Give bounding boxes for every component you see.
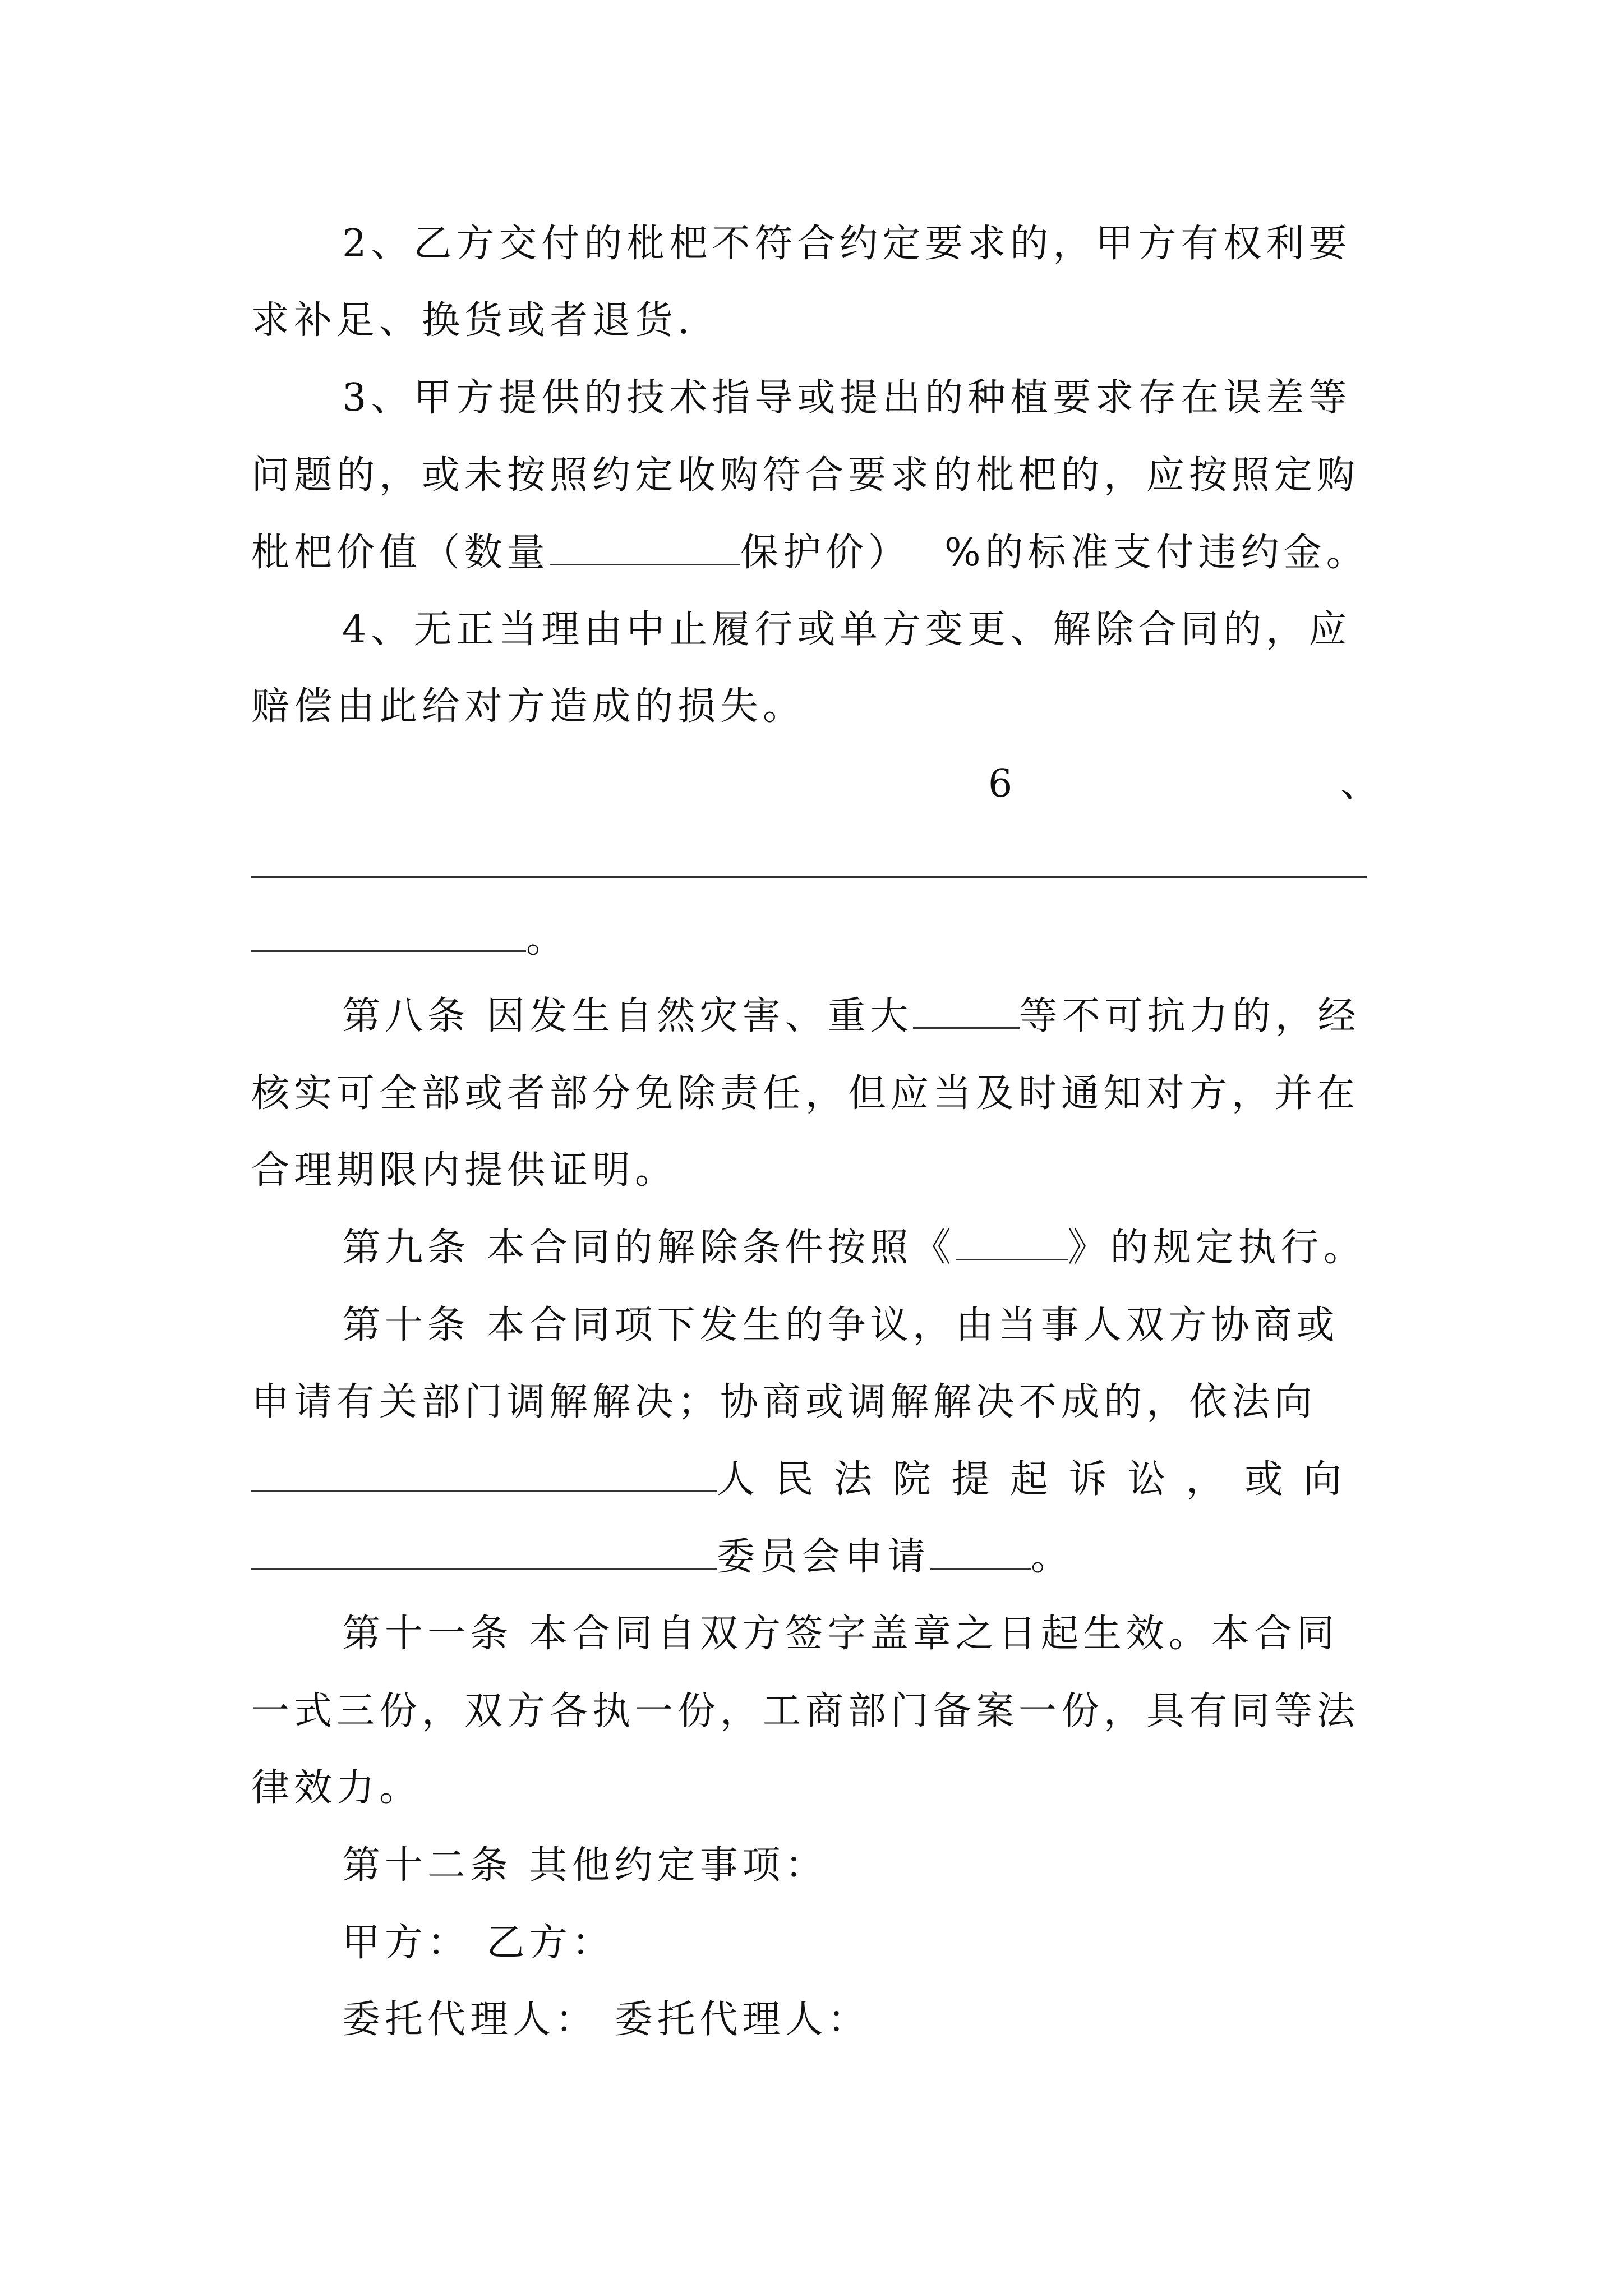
agent-b-label: 委托代理人： — [614, 1998, 870, 2042]
clause-2-line-1: 2、乙方交付的枇杷不符合约定要求的，甲方有权利要 — [342, 222, 1352, 266]
article-8-text-b: 等不可抗力的，经 — [1019, 994, 1361, 1038]
clause-3-text-c: %的标准支付违约金。 — [944, 531, 1369, 575]
article-8-line-1 — [342, 983, 1378, 1050]
arbitration-blank — [251, 1534, 717, 1570]
party-signature-line — [342, 1910, 1378, 1977]
clause-4-line-2: 赔偿由此给对方造成的损失。 — [251, 684, 806, 729]
article-10-text-4b: 。 — [1031, 1535, 1074, 1579]
clause-3-line-1: 3、甲方提供的技术指导或提出的种植要求存在误差等 — [342, 376, 1352, 420]
clause-6-end: 。 — [526, 917, 569, 961]
party-b-label: 乙方： — [486, 1921, 615, 1965]
clause-6-mark: 、 — [1340, 762, 1379, 806]
article-8-text-a: 第八条 因发生自然灾害、重大 — [342, 994, 913, 1038]
article-8-line-2: 核实可全部或者部分免除责任，但应当及时通知对方，并在 — [251, 1071, 1360, 1116]
article-10-line-1: 第十条 本合同项下发生的争议，由当事人双方协商或 — [342, 1303, 1339, 1347]
article-11-line-2: 一式三份，双方各执一份，工商部门备案一份，具有同等法 — [251, 1689, 1360, 1733]
article-10-text-4a: 委员会申请 — [717, 1535, 930, 1579]
clause-6-end-line — [251, 906, 1378, 973]
clause-6-blank — [251, 917, 526, 952]
article-10-line-3 — [251, 1446, 1378, 1513]
article-9-line — [342, 1214, 1378, 1282]
article-8-blank — [913, 993, 1020, 1029]
clause-3-text-b: 保护价） — [740, 531, 911, 575]
clause-3-line-2: 问题的，或未按照约定收购符合要求的枇杷的，应按照定购 — [251, 453, 1360, 498]
clause-4-line-1: 4、无正当理由中止履行或单方变更、解除合同的，应 — [342, 608, 1352, 652]
application-blank — [930, 1534, 1031, 1570]
article-11-line-3: 律效力。 — [251, 1766, 422, 1810]
article-11-line-1: 第十一条 本合同自双方签字盖章之日起生效。本合同 — [342, 1612, 1339, 1656]
clause-6-fill-line — [251, 876, 1367, 878]
article-9-blank — [956, 1225, 1068, 1260]
article-9-text-a: 第九条 本合同的解除条件按照《 — [342, 1226, 956, 1270]
clause-2-line-2: 求补足、换货或者退货. — [251, 298, 694, 343]
court-blank — [251, 1457, 717, 1492]
clause-3-line-3 — [251, 519, 1378, 587]
article-12-line-1: 第十二条 其他约定事项： — [342, 1843, 828, 1888]
quantity-blank — [550, 530, 740, 565]
article-8-line-3: 合理期限内提供证明。 — [251, 1148, 678, 1193]
clause-3-text-a: 枇杷价值（数量 — [251, 531, 550, 575]
article-10-line-2: 申请有关部门调解解决；协商或调解解决不成的，依法向 — [251, 1380, 1317, 1424]
article-10-text-3: 人民法院提起诉讼，或向 — [717, 1457, 1362, 1502]
article-9-text-b: 》的规定执行。 — [1067, 1226, 1366, 1270]
agent-signature-line — [342, 1986, 1378, 2054]
clause-6-number: 6 — [988, 762, 1013, 806]
article-10-line-4 — [251, 1524, 1378, 1591]
agent-a-label: 委托代理人： — [342, 1998, 598, 2042]
party-a-label: 甲方： — [342, 1921, 471, 1965]
